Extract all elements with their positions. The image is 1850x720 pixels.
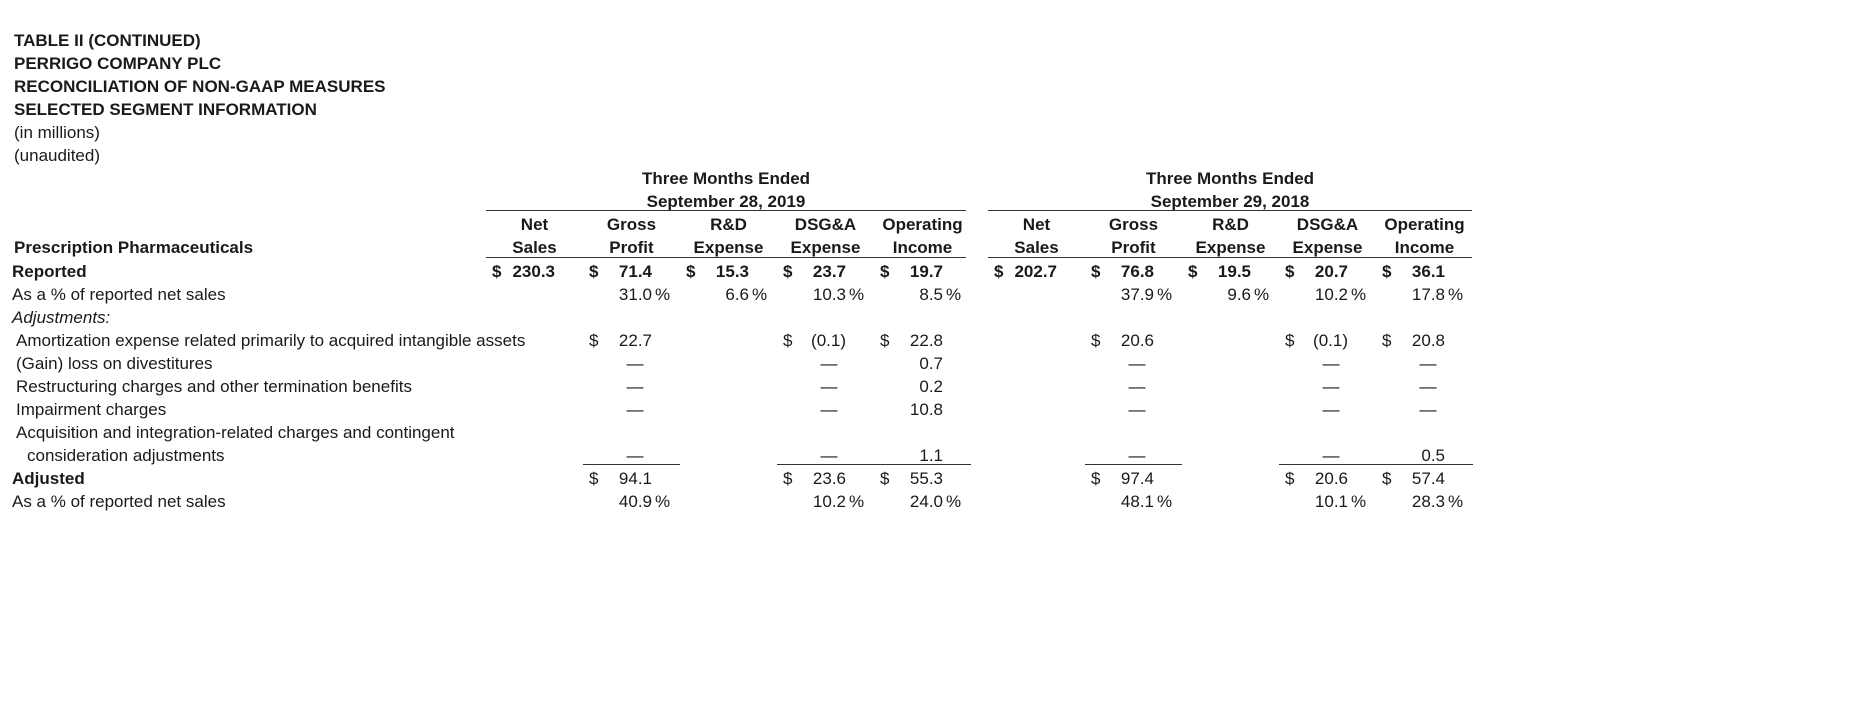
- cell-value: 55.3: [909, 469, 943, 488]
- dollar-sign: $: [1285, 262, 1295, 281]
- cell-value: 6.6: [725, 285, 749, 304]
- dollar-sign: $: [1382, 262, 1392, 281]
- percent-sign: %: [1351, 492, 1367, 511]
- cell-value: 0.2: [919, 377, 943, 396]
- cell-value: —: [1128, 400, 1146, 419]
- percent-sign: %: [1351, 285, 1367, 304]
- subtotal-rule: [583, 464, 680, 465]
- cell-value: (0.1): [811, 331, 846, 350]
- cell-value: 57.4: [1411, 469, 1445, 488]
- percent-sign: %: [1157, 285, 1173, 304]
- company-name: PERRIGO COMPANY PLC: [14, 54, 222, 73]
- dollar-sign: $: [589, 262, 599, 281]
- cell-value: 48.1: [1120, 492, 1154, 511]
- cell-value: —: [820, 400, 838, 419]
- dollar-sign: $: [880, 262, 890, 281]
- dollar-sign: $: [1285, 331, 1295, 350]
- cell-value: 97.4: [1120, 469, 1154, 488]
- table-suffix: (CONTINUED): [88, 31, 201, 50]
- report-subtitle: SELECTED SEGMENT INFORMATION: [14, 100, 317, 119]
- row-label: As a % of reported net sales: [12, 285, 226, 304]
- dollar-sign: $: [880, 331, 890, 350]
- row-label: Amortization expense related primarily to acquired intangible assets: [16, 331, 526, 350]
- cell-value: 9.6: [1227, 285, 1251, 304]
- column-header-line2: Income: [892, 238, 953, 257]
- dollar-sign: $: [1091, 331, 1101, 350]
- column-header-line2: Profit: [609, 238, 654, 257]
- cell-value: 94.1: [618, 469, 652, 488]
- column-header-line1: Operating: [882, 215, 963, 234]
- cell-value: 202.7: [1014, 262, 1057, 281]
- cell-value: —: [1419, 354, 1437, 373]
- column-header-line2: Sales: [1014, 238, 1059, 257]
- percent-sign: %: [1448, 285, 1464, 304]
- dollar-sign: $: [994, 262, 1004, 281]
- cell-value: 24.0: [909, 492, 943, 511]
- subtotal-rule: [874, 464, 971, 465]
- cell-value: —: [1322, 446, 1340, 465]
- column-header-line1: R&D: [1212, 215, 1249, 234]
- percent-sign: %: [1157, 492, 1173, 511]
- column-header-line1: Operating: [1384, 215, 1465, 234]
- cell-value: 20.7: [1314, 262, 1348, 281]
- cell-value: —: [1322, 377, 1340, 396]
- cell-value: 10.1: [1314, 492, 1348, 511]
- cell-value: 40.9: [618, 492, 652, 511]
- dollar-sign: $: [1188, 262, 1198, 281]
- cell-value: —: [820, 354, 838, 373]
- subtotal-rule: [1279, 464, 1376, 465]
- cell-value: —: [626, 354, 644, 373]
- cell-value: —: [1322, 400, 1340, 419]
- row-label: Adjusted: [12, 469, 85, 488]
- column-header-line2: Expense: [693, 238, 764, 257]
- cell-value: —: [626, 400, 644, 419]
- table-label: TABLE II: [14, 31, 84, 50]
- cell-value: 20.8: [1411, 331, 1445, 350]
- header-rule: [486, 257, 966, 258]
- row-label: (Gain) loss on divestitures: [16, 354, 213, 373]
- cell-value: 71.4: [618, 262, 652, 281]
- dollar-sign: $: [783, 262, 793, 281]
- table-title: [14, 31, 201, 51]
- cell-value: 28.3: [1411, 492, 1445, 511]
- cell-value: (0.1): [1313, 331, 1348, 350]
- dollar-sign: $: [880, 469, 890, 488]
- dollar-sign: $: [1091, 262, 1101, 281]
- percent-sign: %: [849, 285, 865, 304]
- period-header-2018-line2: September 29, 2018: [1150, 192, 1310, 211]
- cell-value: —: [820, 377, 838, 396]
- subtotal-rule: [777, 464, 874, 465]
- cell-value: 23.7: [812, 262, 846, 281]
- cell-value: 37.9: [1120, 285, 1154, 304]
- dollar-sign: $: [686, 262, 696, 281]
- cell-value: 10.8: [909, 400, 943, 419]
- cell-value: —: [1128, 354, 1146, 373]
- cell-value: —: [626, 377, 644, 396]
- row-label: Impairment charges: [16, 400, 167, 419]
- units-note: (in millions): [14, 123, 100, 142]
- cell-value: 19.5: [1217, 262, 1251, 281]
- column-header-line2: Expense: [1292, 238, 1363, 257]
- row-label: Reported: [12, 262, 87, 281]
- column-header-line2: Expense: [1195, 238, 1266, 257]
- column-header-line1: DSG&A: [1296, 215, 1359, 234]
- row-label: Restructuring charges and other termination benefits: [16, 377, 412, 396]
- cell-value: 19.7: [909, 262, 943, 281]
- column-header-line1: Net: [1022, 215, 1051, 234]
- cell-value: —: [1322, 354, 1340, 373]
- cell-value: 20.6: [1120, 331, 1154, 350]
- column-header-line1: Gross: [606, 215, 657, 234]
- cell-value: 22.8: [909, 331, 943, 350]
- percent-sign: %: [655, 285, 671, 304]
- cell-value: 0.7: [919, 354, 943, 373]
- cell-value: 230.3: [512, 262, 555, 281]
- column-header-line2: Expense: [790, 238, 861, 257]
- cell-value: 36.1: [1411, 262, 1445, 281]
- period-header-2019-line2: September 28, 2019: [646, 192, 806, 211]
- header-rule: [988, 257, 1472, 258]
- period-rule-2019: [486, 210, 966, 211]
- cell-value: —: [1419, 400, 1437, 419]
- percent-sign: %: [1448, 492, 1464, 511]
- subtotal-rule: [1085, 464, 1182, 465]
- cell-value: 10.3: [812, 285, 846, 304]
- cell-value: 15.3: [715, 262, 749, 281]
- cell-value: 31.0: [618, 285, 652, 304]
- cell-value: 1.1: [919, 446, 943, 465]
- percent-sign: %: [946, 285, 962, 304]
- cell-value: 20.6: [1314, 469, 1348, 488]
- row-label: consideration adjustments: [27, 446, 225, 465]
- period-rule-2018: [988, 210, 1472, 211]
- column-header-line2: Profit: [1111, 238, 1156, 257]
- percent-sign: %: [849, 492, 865, 511]
- cell-value: 10.2: [812, 492, 846, 511]
- cell-value: —: [1128, 446, 1146, 465]
- dollar-sign: $: [492, 262, 502, 281]
- cell-value: 76.8: [1120, 262, 1154, 281]
- dollar-sign: $: [1091, 469, 1101, 488]
- cell-value: —: [1419, 377, 1437, 396]
- dollar-sign: $: [783, 331, 793, 350]
- dollar-sign: $: [1382, 331, 1392, 350]
- cell-value: 17.8: [1411, 285, 1445, 304]
- cell-value: 23.6: [812, 469, 846, 488]
- column-header-line1: Gross: [1108, 215, 1159, 234]
- column-header-line2: Sales: [512, 238, 557, 257]
- cell-value: 22.7: [618, 331, 652, 350]
- cell-value: —: [820, 446, 838, 465]
- dollar-sign: $: [589, 331, 599, 350]
- row-label: Acquisition and integration-related charges and contingent: [16, 423, 455, 442]
- column-header-line2: Income: [1394, 238, 1455, 257]
- cell-value: —: [1128, 377, 1146, 396]
- cell-value: 10.2: [1314, 285, 1348, 304]
- column-header-line1: R&D: [710, 215, 747, 234]
- percent-sign: %: [752, 285, 768, 304]
- dollar-sign: $: [1285, 469, 1295, 488]
- row-label: Adjustments:: [12, 308, 111, 327]
- period-header-2019-line1: Three Months Ended: [641, 169, 811, 188]
- dollar-sign: $: [1382, 469, 1392, 488]
- cell-value: —: [626, 446, 644, 465]
- percent-sign: %: [655, 492, 671, 511]
- dollar-sign: $: [589, 469, 599, 488]
- dollar-sign: $: [783, 469, 793, 488]
- period-header-2018-line1: Three Months Ended: [1145, 169, 1315, 188]
- report-title: RECONCILIATION OF NON-GAAP MEASURES: [14, 77, 386, 96]
- percent-sign: %: [1254, 285, 1270, 304]
- cell-value: 8.5: [919, 285, 943, 304]
- subtotal-rule: [1376, 464, 1473, 465]
- segment-label: Prescription Pharmaceuticals: [14, 238, 254, 257]
- row-label: As a % of reported net sales: [12, 492, 226, 511]
- cell-value: 0.5: [1421, 446, 1445, 465]
- percent-sign: %: [946, 492, 962, 511]
- column-header-line1: Net: [520, 215, 549, 234]
- column-header-line1: DSG&A: [794, 215, 857, 234]
- audit-note: (unaudited): [14, 146, 101, 165]
